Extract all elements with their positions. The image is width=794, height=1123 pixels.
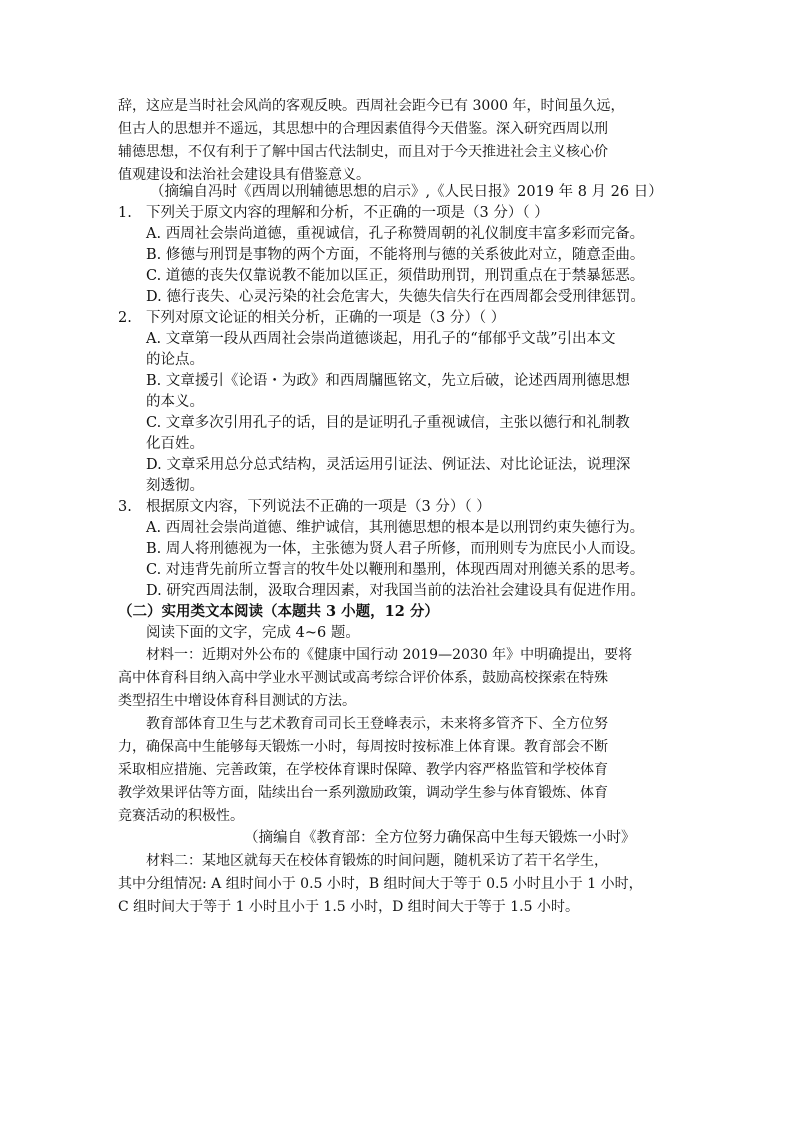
option-c: C. 文章多次引用孔子的话，目的是证明孔子重视诚信，主张以德行和礼制教 xyxy=(146,415,630,431)
option-d: D. 文章采用总分总式结构，灵活运用引证法、例证法、对比论证法，说理深 xyxy=(146,457,631,473)
passage-line: 值观建设和法治社会建设具有借鉴意义。 xyxy=(118,167,370,183)
option-c: C. 对违背先前所立誓言的牧牛处以鞭刑和墨刑，体现西周对刑德关系的思考。 xyxy=(146,562,645,578)
option-b: B. 文章援引《论语・为政》和西周牖匜铭文，先立后破，论述西周刑德思想 xyxy=(146,373,630,389)
material-line: 材料一：近期对外公布的《健康中国行动 2019—2030 年》中明确提出，要将 xyxy=(146,647,633,663)
material-line: 教学效果评估等方面，陆续出台一系列激励政策，调动学生参与体育锻炼、体育 xyxy=(118,785,608,801)
question-stem: 下列关于原文内容的理解和分析，不正确的一项是（3 分）（ ） xyxy=(146,205,549,221)
material-line: 类型招生中增设体育科目测试的方法。 xyxy=(118,693,356,709)
material-source: （摘编自《教育部：全方位努力确保高中生每天锻炼一小时》 xyxy=(244,830,636,846)
option-c: C. 道德的丧失仅靠说教不能加以匡正，须借助刑罚，刑罚重点在于禁暴惩恶。 xyxy=(146,268,645,284)
section-heading: （二）实用类文本阅读（本题共 3 小题，12 分） xyxy=(118,603,439,620)
material-line: C 组时间大于等于 1 小时且小于 1.5 小时，D 组时间大于等于 1.5 小时。 xyxy=(118,899,579,915)
option-b-cont: 的本义。 xyxy=(146,394,204,410)
option-b: B. 修德与刑罚是事物的两个方面，不能将刑与德的关系彼此对立，随意歪曲。 xyxy=(146,247,645,263)
material-line: 高中体育科目纳入高中学业水平测试或高考综合评价体系，鼓励高校探索在特殊 xyxy=(118,670,608,686)
question-stem: 根据原文内容，下列说法不正确的一项是（3 分）（ ） xyxy=(146,499,491,515)
question-number: 2. xyxy=(118,310,132,326)
option-d: D. 研究西周法制，汲取合理因素，对我国当前的法治社会建设具有促进作用。 xyxy=(146,583,645,599)
option-d: D. 德行丧失、心灵污染的社会危害大，失德失信失行在西周都会受刑律惩罚。 xyxy=(146,289,645,305)
material-line: 力，确保高中生能够每天锻炼一小时，每周按时按标准上体育课。教育部会不断 xyxy=(118,739,608,755)
material-line: 材料二：某地区就每天在校体育锻炼的时间问题，随机采访了若干名学生， xyxy=(146,853,608,869)
material-line: 其中分组情况: A 组时间小于 0.5 小时，B 组时间大于等于 0.5 小时且小于 1 小时， xyxy=(118,876,643,892)
option-a: A. 西周社会崇尚道德、维护诚信，其刑德思想的根本是以刑罚约束失德行为。 xyxy=(146,520,645,536)
section-instruction: 阅读下面的文字，完成 4~6 题。 xyxy=(146,625,360,641)
option-b: B. 周人将刑德视为一体，主张德为贤人君子所修，而刑则专为庶民小人而设。 xyxy=(146,541,645,557)
option-c-cont: 化百姓。 xyxy=(146,436,204,452)
passage-source: （摘编自冯时《西周以刑辅德思想的启示》,《人民日报》2019 年 8 月 26 日） xyxy=(150,184,663,200)
question-number: 1. xyxy=(118,205,132,221)
material-line: 教育部体育卫生与艺术教育司司长王登峰表示，未来将多管齐下、全方位努 xyxy=(146,716,608,732)
passage-line: 辅德思想，不仅有利于了解中国古代法制史，而且对于今天推进社会主义核心价 xyxy=(118,144,608,160)
material-line: 采取相应措施、完善政策，在学校体育课时保障、教学内容严格监管和学校体育 xyxy=(118,762,608,778)
option-d-cont: 刻透彻。 xyxy=(146,478,204,494)
passage-line: 但古人的思想并不遥远，其思想中的合理因素值得今天借鉴。深入研究西周以刑 xyxy=(118,121,608,137)
option-a: A. 文章第一段从西周社会崇尚道德谈起，用孔子的“郁郁乎文哉”引出本文 xyxy=(146,331,616,347)
question-stem: 下列对原文论证的相关分析，正确的一项是（3 分）（ ） xyxy=(146,310,506,326)
passage-line: 辞，这应是当时社会风尚的客观反映。西周社会距今已有 3000 年，时间虽久远， xyxy=(118,98,625,114)
question-number: 3. xyxy=(118,499,132,515)
option-a: A. 西周社会崇尚道德，重视诚信，孔子称赞周朝的礼仪制度丰富多彩而完备。 xyxy=(146,226,645,242)
option-a-cont: 的论点。 xyxy=(146,352,204,368)
material-line: 竞赛活动的积极性。 xyxy=(118,808,244,824)
